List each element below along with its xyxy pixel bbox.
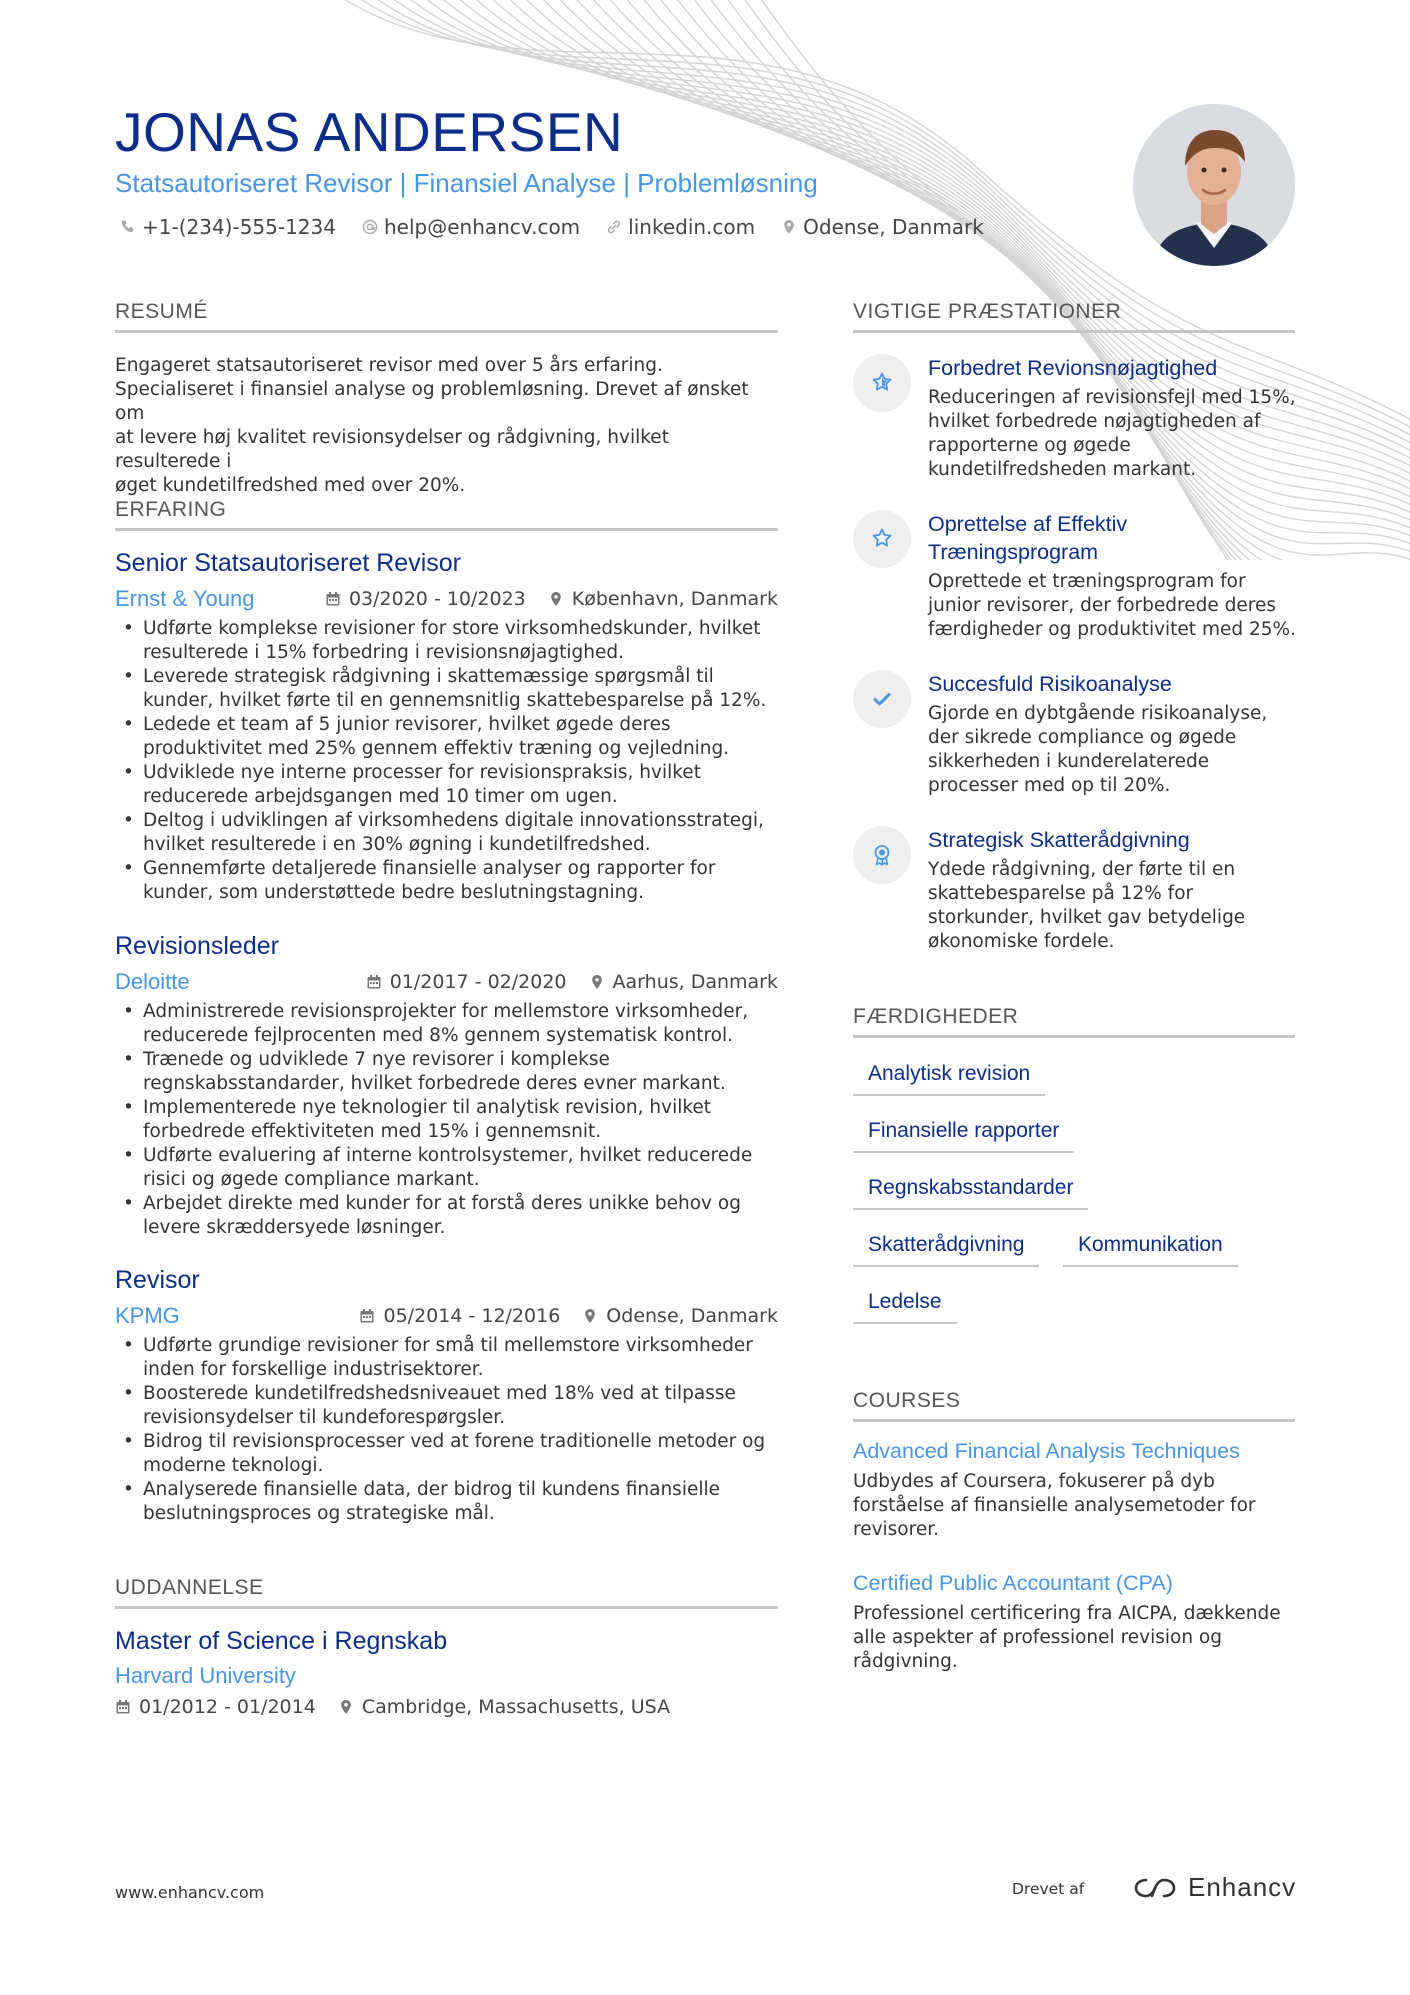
summary-text: [115, 354, 778, 498]
bullet-line: forbedrede effektiviteten med 15% i gennemsnit.: [143, 1121, 602, 1142]
calendar-icon: [115, 1699, 131, 1715]
bullet-line: regnskabsstandarder, hvilket forbedrede deres evner markant.: [143, 1073, 726, 1094]
achievement-desc-line: junior revisorer, der forbedrede deres: [928, 595, 1276, 616]
bullet-line: • Udførte grundige revisioner for små til mellemstore virksomheder: [143, 1335, 753, 1356]
job-dates-text: 03/2020 - 10/2023: [348, 588, 526, 610]
email-text: help@enhancv.com: [383, 215, 581, 239]
company-name: Ernst & Young: [115, 586, 255, 611]
bullet-item: [115, 1000, 778, 1048]
job-meta-row: [115, 1301, 778, 1331]
course-desc-line: rådgivning.: [853, 1651, 958, 1672]
contact-bar: [120, 212, 984, 242]
bullet-line: reducerede arbejdsgangen med 10 timer om ugen.: [143, 786, 618, 807]
section-title-skills: FÆRDIGHEDER: [853, 1005, 1295, 1038]
bullet-item: [115, 1334, 778, 1382]
achievement-desc: [928, 702, 1298, 798]
achievement-desc-line: Ydede rådgivning, der førte til en: [928, 859, 1236, 880]
job-location-text: København, Danmark: [571, 588, 778, 610]
job-dates: [359, 1301, 560, 1331]
bullet-line: • Trænede og udviklede 7 nye revisorer i komplekse: [143, 1049, 610, 1070]
enhancv-logo-icon: [1132, 1875, 1178, 1901]
bullet-line: • Udviklede nye interne processer for revisionspraksis, hvilket: [143, 762, 701, 783]
section-title-courses: COURSES: [853, 1389, 1295, 1422]
bullet-line: levere skræddersyede løsninger.: [143, 1217, 446, 1238]
skill-tag: Finansielle rapporter: [853, 1117, 1074, 1153]
skill-tag: Kommunikation: [1063, 1231, 1238, 1267]
bullet-line: moderne teknologi.: [143, 1455, 324, 1476]
job-location-text: Odense, Danmark: [606, 1305, 778, 1327]
calendar-icon: [366, 974, 382, 990]
bullet-line: resulterede i 15% forbedring i revisionsnøjagtighed.: [143, 642, 625, 663]
bullet-line: • Boosterede kundetilfredshedsniveauet med 18% ved at tilpasse: [143, 1383, 736, 1404]
section-title-achievements: VIGTIGE PRÆSTATIONER: [853, 300, 1295, 333]
bullet-line: kunder, som understøttede bedre beslutningstagning.: [143, 882, 644, 903]
bullet-item: [115, 665, 778, 713]
bullet-line: • Deltog i udviklingen af virksomhedens digitale innovationsstrategi,: [143, 810, 764, 831]
profile-photo: [1133, 104, 1295, 266]
education-location-text: Cambridge, Massachusetts, USA: [361, 1696, 671, 1718]
achievement-desc-line: kundetilfredsheden markant.: [928, 459, 1197, 480]
school-name: Harvard University: [115, 1663, 296, 1688]
bullet-line: • Ledede et team af 5 junior revisorer, hvilket øgede deres: [143, 714, 671, 735]
bullet-line: revisionsydelser til kundeforespørgsler.: [143, 1407, 506, 1428]
company-name: KPMG: [115, 1303, 180, 1328]
degree-title: Master of Science i Regnskab: [115, 1627, 448, 1655]
achievement-desc-line: Reduceringen af revisionsfejl med 15%,: [928, 387, 1296, 408]
bullet-line: • Udførte komplekse revisioner for store virksomhedskunder, hvilket: [143, 618, 761, 639]
job-meta: [325, 584, 778, 614]
bullet-item: [115, 1478, 778, 1526]
achievement-desc-line: hvilket forbedrede nøjagtigheden af: [928, 411, 1261, 432]
bullet-line: produktivitet med 25% gennem effektiv træning og vejledning.: [143, 738, 730, 759]
linkedin-text: linkedin.com: [628, 215, 756, 239]
achievement-title-line: Forbedret Revionsnøjagtighed: [928, 356, 1218, 380]
achievement-desc-line: skattebesparelse på 12% for: [928, 883, 1194, 904]
phone-icon: [120, 219, 136, 235]
job-meta-row: [115, 967, 778, 997]
star-outline-icon: [853, 510, 911, 568]
course-desc-line: Udbydes af Coursera, fokuserer på dyb: [853, 1471, 1215, 1492]
location-pin-icon: [582, 1308, 598, 1324]
achievement-desc-line: økonomiske fordele.: [928, 931, 1115, 952]
star-badge-icon: [853, 354, 911, 412]
achievement-title: [928, 670, 1298, 698]
bullet-item: [115, 1144, 778, 1192]
bullet-line: • Leverede strategisk rådgivning i skattemæssige spørgsmål til: [143, 666, 714, 687]
education-meta: [115, 1692, 670, 1722]
at-icon: [362, 219, 378, 235]
summary-line: Specialiseret i finansiel analyse og problemløsning. Drevet af ønsket om: [115, 379, 749, 424]
bullet-item: [115, 761, 778, 809]
job-dates-text: 05/2014 - 12/2016: [383, 1305, 561, 1327]
summary-line: øget kundetilfredshed med over 20%.: [115, 475, 466, 496]
achievement-desc: [928, 386, 1298, 482]
bullet-item: [115, 857, 778, 905]
job-title: Revisor: [115, 1266, 200, 1294]
achievement-title: [928, 354, 1298, 382]
contact-email[interactable]: [362, 212, 580, 242]
achievement-desc-line: Oprettede et træningsprogram for: [928, 571, 1246, 592]
skill-tag: Ledelse: [853, 1288, 957, 1324]
check-icon: [853, 670, 911, 728]
achievement-desc-line: der sikrede compliance og øgede: [928, 727, 1237, 748]
course-desc-line: alle aspekter af professionel revision og: [853, 1627, 1222, 1648]
course-desc-line: revisorer.: [853, 1519, 939, 1540]
enhancv-logo[interactable]: [1132, 1872, 1296, 1903]
course-desc: [853, 1602, 1295, 1674]
bullet-item: [115, 809, 778, 857]
skill-tag: Analytisk revision: [853, 1060, 1045, 1096]
bullet-line: risici og øgede compliance markant.: [143, 1169, 480, 1190]
achievement-desc-line: Gjorde en dybtgående risikoanalyse,: [928, 703, 1268, 724]
contact-phone[interactable]: [120, 212, 336, 242]
bullet-line: inden for forskellige industrisektorer.: [143, 1359, 484, 1380]
location-pin-icon: [589, 974, 605, 990]
education-dates: [115, 1692, 316, 1722]
skill-tag: Regnskabsstandarder: [853, 1174, 1088, 1210]
company-name: Deloitte: [115, 969, 190, 994]
bullet-line: hvilket resulterede i en 30% øgning i kundetilfredshed.: [143, 834, 651, 855]
location-text: Odense, Danmark: [803, 215, 984, 239]
bullet-item: [115, 1430, 778, 1478]
job-meta: [366, 967, 778, 997]
job-title: Senior Statsautoriseret Revisor: [115, 549, 461, 577]
education-dates-text: 01/2012 - 01/2014: [139, 1696, 316, 1718]
bullet-item: [115, 617, 778, 665]
job-title: Revisionsleder: [115, 932, 279, 960]
bullet-item: [115, 713, 778, 761]
section-title-education: UDDANNELSE: [115, 1576, 778, 1609]
footer-url[interactable]: www.enhancv.com: [115, 1883, 265, 1902]
bullet-line: • Gennemførte detaljerede finansielle analyser og rapporter for: [143, 858, 716, 879]
location-pin-icon: [338, 1699, 354, 1715]
contact-location: [781, 212, 984, 242]
achievement-title-line: Strategisk Skatterådgivning: [928, 828, 1190, 852]
bullet-line: kunder, hvilket førte til en gennemsnitlig skattebesparelse på 12%.: [143, 690, 767, 711]
link-icon: [606, 219, 622, 235]
section-title-experience: ERFARING: [115, 498, 778, 531]
job-dates: [325, 584, 526, 614]
job-location: [589, 967, 778, 997]
achievement-title: [928, 510, 1298, 566]
calendar-icon: [325, 591, 341, 607]
bullet-item: [115, 1382, 778, 1430]
achievement-desc-line: færdigheder og produktivitet med 25%.: [928, 619, 1296, 640]
footer-powered-by: Drevet af: [1012, 1880, 1085, 1898]
bullet-line: • Arbejdet direkte med kunder for at forstå deres unikke behov og: [143, 1193, 741, 1214]
achievement-desc-line: sikkerheden i kunderelaterede: [928, 751, 1210, 772]
achievement-desc: [928, 858, 1298, 954]
job-bullets: [115, 1334, 778, 1526]
job-dates-text: 01/2017 - 02/2020: [389, 971, 567, 993]
bullet-line: • Administrerede revisionsprojekter for mellemstore virksomheder,: [143, 1001, 749, 1022]
candidate-name: JONAS ANDERSEN: [115, 101, 624, 163]
achievement-title-line: Succesfuld Risikoanalyse: [928, 672, 1172, 696]
course-desc-line: forståelse af finansielle analysemetoder for: [853, 1495, 1256, 1516]
location-pin-icon: [548, 591, 564, 607]
bullet-line: • Bidrog til revisionsprocesser ved at forene traditionelle metoder og: [143, 1431, 766, 1452]
enhancv-brand-text: Enhancv: [1188, 1872, 1297, 1902]
achievement-title-line: Oprettelse af Effektiv: [928, 512, 1128, 536]
phone-text: +1-(234)-555-1234: [142, 215, 336, 239]
award-ribbon-icon: [853, 826, 911, 884]
course-title: Advanced Financial Analysis Techniques: [853, 1439, 1240, 1463]
achievement-desc: [928, 570, 1298, 642]
summary-line: at levere høj kvalitet revisionsydelser og rådgivning, hvilket resulterede i: [115, 427, 669, 472]
course-title: Certified Public Accountant (CPA): [853, 1571, 1173, 1595]
summary-line: Engageret statsautoriseret revisor med over 5 års erfaring.: [115, 355, 663, 376]
job-meta: [359, 1301, 778, 1331]
job-location-text: Aarhus, Danmark: [612, 971, 778, 993]
bullet-item: [115, 1048, 778, 1096]
skill-tag: Skatterådgivning: [853, 1231, 1039, 1267]
achievement-desc-line: storkunder, hvilket gav betydelige: [928, 907, 1246, 928]
bullet-line: • Analyserede finansielle data, der bidrog til kundens finansielle: [143, 1479, 721, 1500]
bullet-line: beslutningsproces og strategiske mål.: [143, 1503, 495, 1524]
course-desc: [853, 1470, 1295, 1542]
job-meta-row: [115, 584, 778, 614]
course-desc-line: Professionel certificering fra AICPA, dækkende: [853, 1603, 1281, 1624]
achievement-title: [928, 826, 1298, 854]
bullet-item: [115, 1192, 778, 1240]
location-pin-icon: [781, 219, 797, 235]
achievement-desc-line: rapporterne og øgede: [928, 435, 1131, 456]
job-location: [582, 1301, 778, 1331]
bullet-item: [115, 1096, 778, 1144]
candidate-subtitle: Statsautoriseret Revisor | Finansiel Analyse | Problemløsning: [115, 168, 818, 198]
contact-linkedin[interactable]: [606, 212, 755, 242]
calendar-icon: [359, 1308, 375, 1324]
job-dates: [366, 967, 567, 997]
achievement-desc-line: processer med op til 20%.: [928, 775, 1171, 796]
job-location: [548, 584, 778, 614]
bullet-line: • Implementerede nye teknologier til analytisk revision, hvilket: [143, 1097, 712, 1118]
section-title-summary: RESUMÉ: [115, 300, 778, 333]
bullet-line: • Udførte evaluering af interne kontrolsystemer, hvilket reducerede: [143, 1145, 753, 1166]
achievement-title-line: Træningsprogram: [928, 540, 1099, 564]
job-bullets: [115, 617, 778, 905]
bullet-line: reducerede fejlprocenten med 8% gennem systematisk kontrol.: [143, 1025, 733, 1046]
job-bullets: [115, 1000, 778, 1240]
education-location: [338, 1692, 670, 1722]
